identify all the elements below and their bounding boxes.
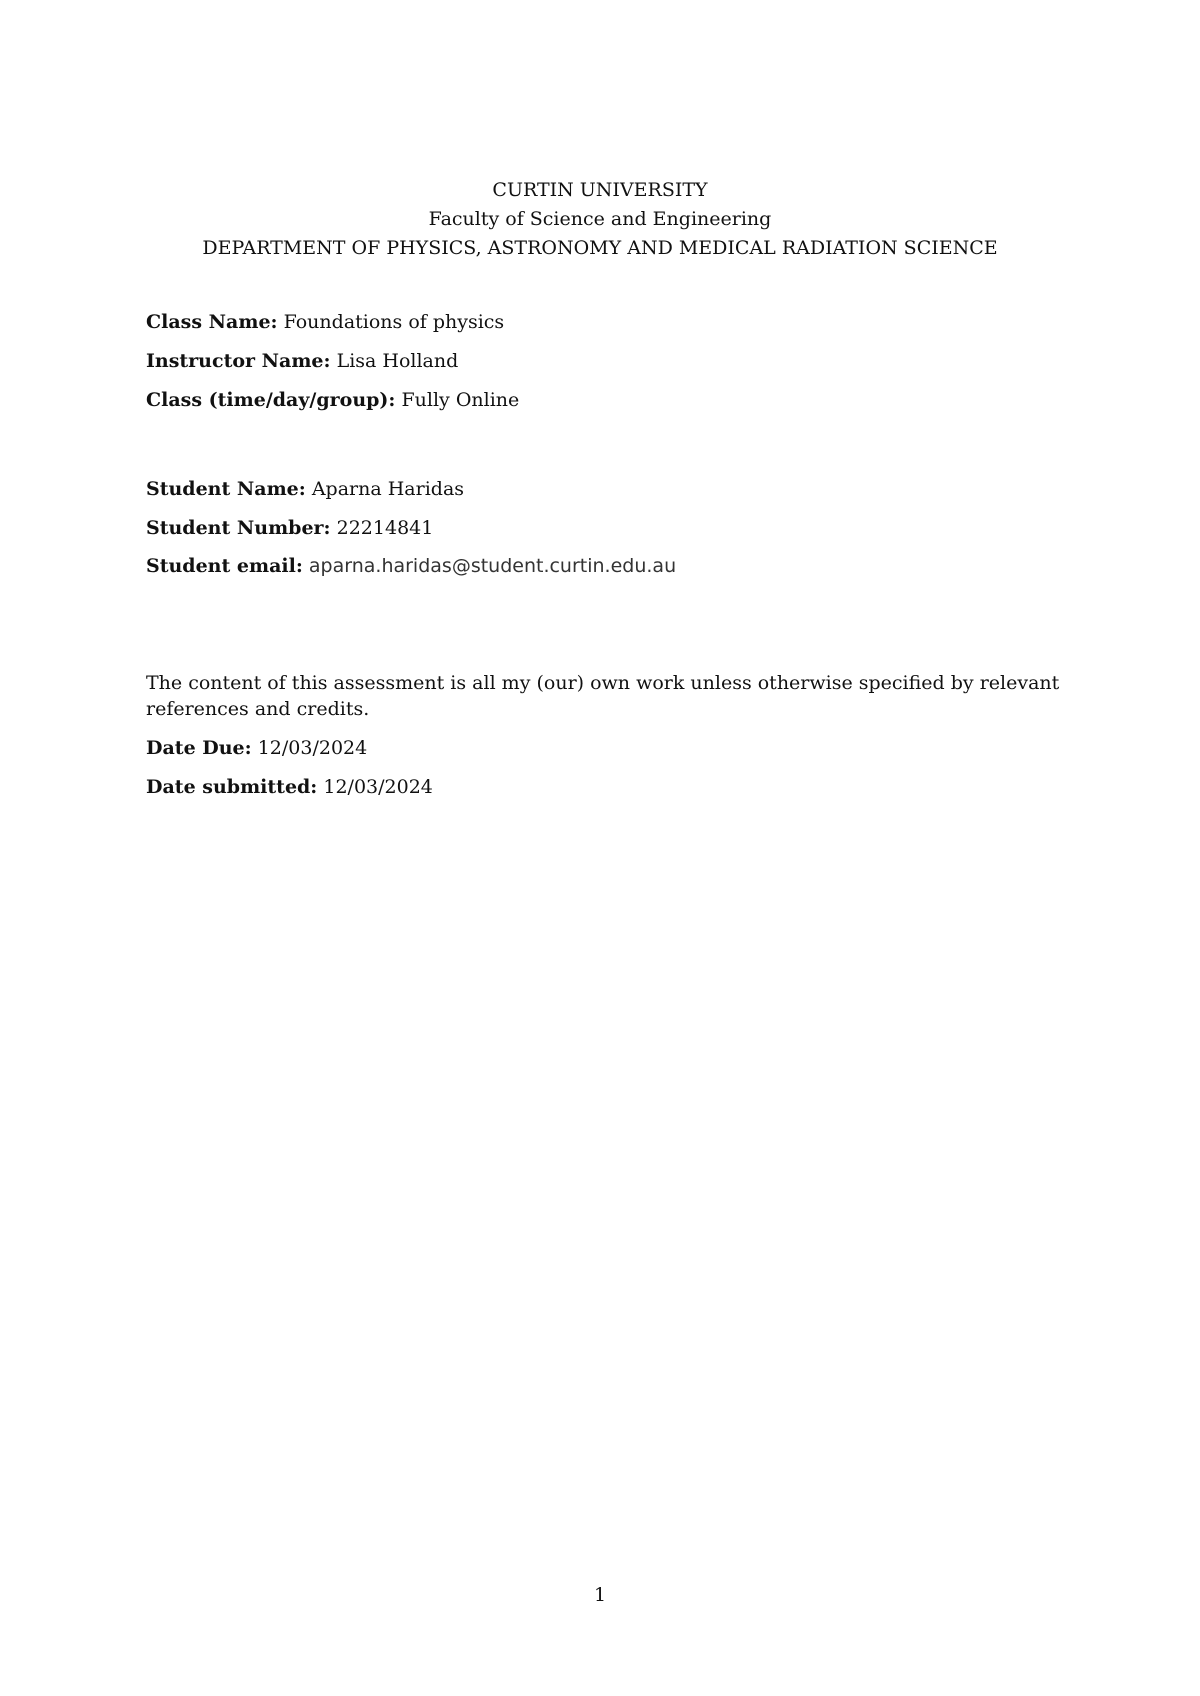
declaration-text: The content of this assessment is all my (our) own work unless otherwise specified by relevant references and credits. [146, 672, 1060, 720]
class-time-label: Class (time/day/group): [146, 389, 396, 411]
student-email-row [146, 553, 676, 579]
date-submitted-row [146, 774, 433, 800]
instructor-value: Lisa Holland [336, 350, 459, 372]
page-number: 1 [593, 1584, 607, 1606]
student-number-row [146, 515, 433, 541]
university-name: CURTIN UNIVERSITY [492, 179, 708, 201]
class-time-value: Fully Online [401, 389, 520, 411]
faculty-name: Faculty of Science and Engineering [428, 208, 772, 230]
student-email-value: aparna.haridas@student.curtin.edu.au [308, 555, 677, 577]
date-submitted-label: Date submitted: [146, 776, 318, 798]
department-name: DEPARTMENT OF PHYSICS, ASTRONOMY AND MEDICAL RADIATION SCIENCE [202, 237, 998, 259]
student-name-row [146, 476, 464, 502]
document-header [0, 176, 1200, 263]
class-name-row [146, 309, 504, 335]
date-submitted-value: 12/03/2024 [323, 776, 433, 798]
instructor-label: Instructor Name: [146, 350, 331, 372]
class-name-value: Foundations of physics [283, 311, 505, 333]
date-due-label: Date Due: [146, 737, 252, 759]
student-name-value: Aparna Haridas [311, 478, 465, 500]
student-number-value: 22214841 [336, 517, 434, 539]
date-due-row [146, 735, 367, 761]
student-number-label: Student Number: [146, 517, 331, 539]
student-email-label: Student email: [146, 555, 303, 577]
date-due-value: 12/03/2024 [257, 737, 368, 759]
class-time-row [146, 387, 519, 413]
student-name-label: Student Name: [146, 478, 306, 500]
class-name-label: Class Name: [146, 311, 278, 333]
instructor-row [146, 348, 458, 374]
